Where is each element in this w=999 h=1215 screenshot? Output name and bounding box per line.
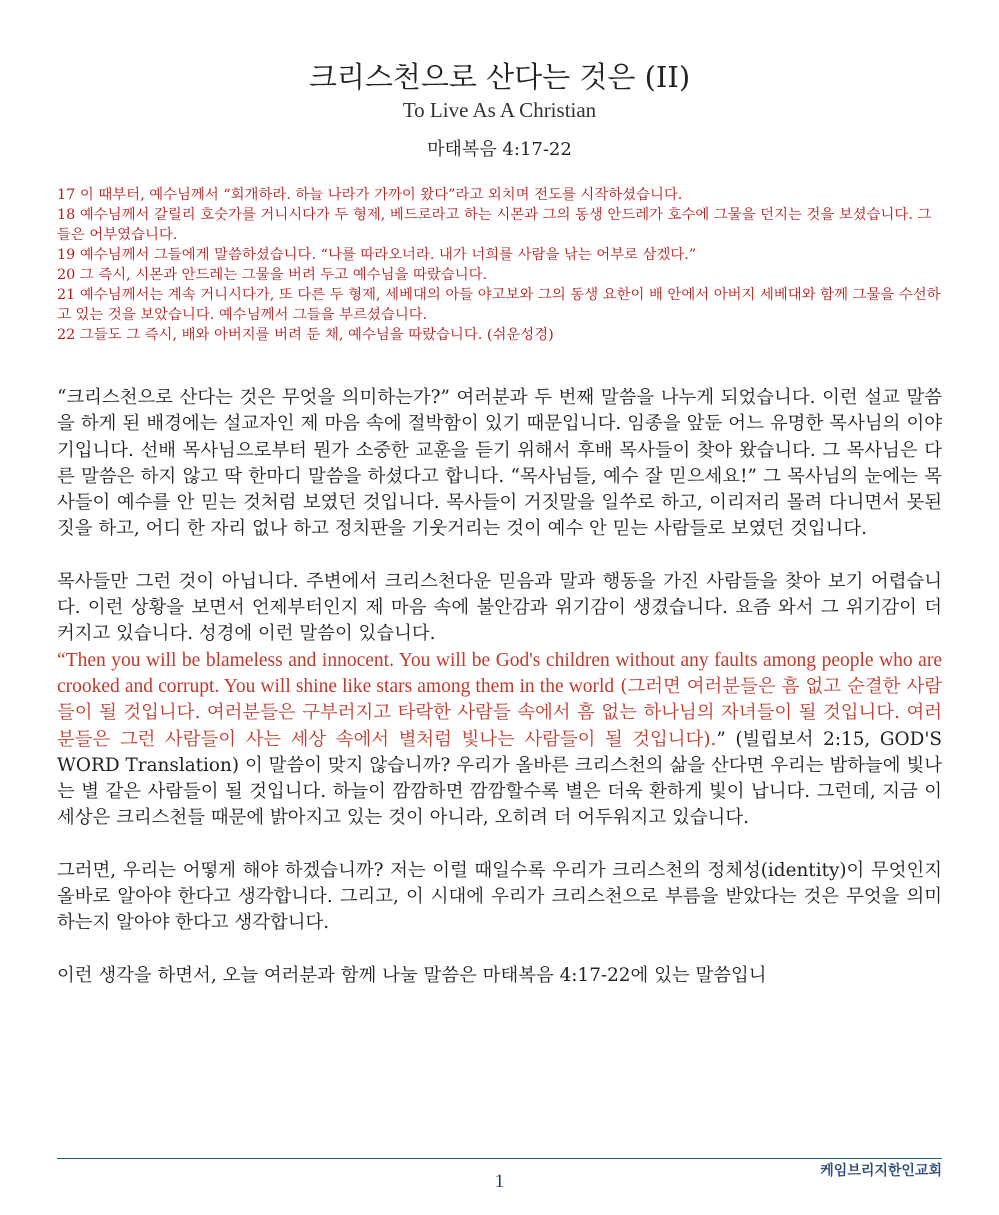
verse-20: 20 그 즉시, 시몬과 안드레는 그물을 버려 두고 예수님을 따랐습니다. — [57, 267, 488, 283]
footer-divider — [57, 1158, 942, 1159]
page-number: 1 — [494, 1171, 505, 1192]
sermon-title: 크리스천으로 산다는 것은 (II) — [308, 60, 691, 94]
church-name: 케임브리지한인교회 — [820, 1163, 942, 1179]
sermon-subtitle: To Live As A Christian — [402, 98, 597, 122]
verse-22: 22 그들도 그 즉시, 배와 아버지를 버려 둔 채, 예수님을 따랐습니다. (쉬운성경) — [57, 327, 554, 343]
verse-19: 19 예수님께서 그들에게 말씀하셨습니다. “나를 따라오너라. 내가 너희를 사람을 낚는 어부로 삼겠다.” — [57, 247, 697, 263]
scripture-quote-english: “Then you will be blameless and innocent. You will be God's children without any faults among people who are crooked and corrupt. You will shine like stars among them in the world — [57, 649, 942, 697]
paragraph-1: “크리스천으로 산다는 것은 무엇을 의미하는가?” 여러분과 두 번째 말씀을 나누게 되었습니다. 이런 설교 말씀을 하게 된 배경에는 설교자인 제 마음 속에 절박함이 있기 때문입니다. 임종을 앞둔 어느 유명한 목사님의 이야기입니다. 선배 목사님으로부터 뭔가 소중한 교훈을 듣기 위해서 후배 목사들이 찾아 왔습니다. 그 목사님은 다른 말씀은 하지 않고 딱 한마디 말씀을 하셨다고 합니다. “목사님들, 예수 잘 믿으세요!” 그 목사님의 눈에는 목사들이 예수를 안 믿는 것처럼 보였던 것입니다. 목사들이 거짓말을 일쑤로 하고, 이리저리 몰려 다니면서 못된 짓을 하고, 어디 한 자리 없나 하고 정치판을 기웃거리는 것이 예수 안 믿는 사람들로 보였던 것입니다. — [57, 387, 942, 540]
paragraph-2-end: ” (빌립보서 2:15, GOD'S WORD Translation) 이 말씀이 맞지 않습니까? 우리가 올바른 크리스천의 삶을 산다면 우리는 밤하늘에 빛나는 별 같은 사람들이 될 것입니다. 하늘이 깜깜하면 깜깜할수록 별은 더욱 환하게 빛이 납니다. 그런데, 지금 이 세상은 크리스천들 때문에 밝아지고 있는 것이 아니라, 오히려 더 어두워지고 있습니다. — [57, 728, 942, 829]
sermon-body — [57, 385, 942, 1015]
scripture-verses — [57, 185, 942, 345]
verse-17: 17 이 때부터, 예수님께서 “회개하라. 하늘 나라가 가까이 왔다”라고 외치며 전도를 시작하셨습니다. — [57, 187, 683, 203]
paragraph-3: 그러면, 우리는 어떻게 해야 하겠습니까? 저는 이럴 때일수록 우리가 크리스천의 정체성(identity)이 무엇인지 올바로 알아야 한다고 생각합니다. 그리고, 이 시대에 우리가 크리스천으로 부름을 받았다는 것은 무엇을 의미하는지 알아야 한다고 생각합니다. — [57, 859, 942, 934]
scripture-reference: 마태복음 4:17-22 — [427, 139, 572, 160]
document-page — [57, 0, 942, 1215]
scripture-quote-korean: (그러면 여러분들은 흠 없고 순결한 사람들이 될 것입니다. 여러분들은 구부러지고 타락한 사람들 속에서 흠 없는 하나님의 자녀들이 될 것입니다. 여러분들은 그런 사람들이 사는 세상 속에서 별처럼 빛나는 사람들이 될 것입니다). — [57, 675, 942, 750]
paragraph-4: 이런 생각을 하면서, 오늘 여러분과 함께 나눌 말씀은 마태복음 4:17-22에 있는 말씀입니 — [57, 964, 767, 986]
paragraph-2-intro: 목사들만 그런 것이 아닙니다. 주변에서 크리스천다운 믿음과 말과 행동을 가진 사람들을 찾아 보기 어렵습니다. 이런 상황을 보면서 언제부터인지 제 마음 속에 불안감과 위기감이 생겼습니다. 요즘 와서 그 위기감이 더 커지고 있습니다. 성경에 이런 말씀이 있습니다. — [57, 570, 942, 645]
verse-18: 18 예수님께서 갈릴리 호숫가를 거니시다가 두 형제, 베드로라고 하는 시몬과 그의 동생 안드레가 호수에 그물을 던지는 것을 보셨습니다. 그들은 어부였습니다. — [57, 207, 932, 243]
verse-21: 21 예수님께서는 계속 거니시다가, 또 다른 두 형제, 세베대의 아들 야고보와 그의 동생 요한이 배 안에서 아버지 세베대와 함께 그물을 수선하고 있는 것을 보았습니다. 예수님께서 그들을 부르셨습니다. — [57, 287, 941, 323]
paragraph-2 — [57, 569, 942, 832]
